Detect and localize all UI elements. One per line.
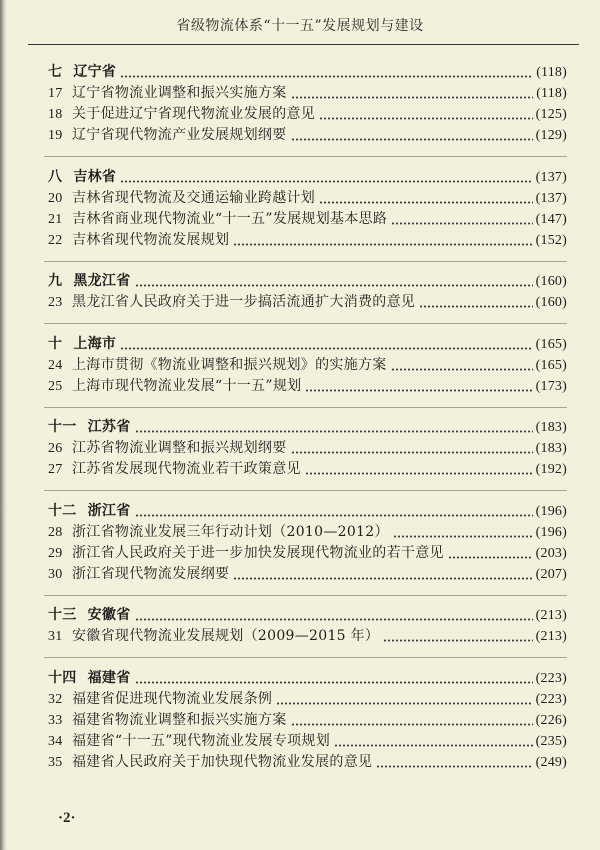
entry-title: 辽宁省现代物流产业发展规划纲要 <box>72 127 287 143</box>
section-number: 八 <box>48 168 63 185</box>
toc-entry <box>48 376 567 397</box>
page-number: (203) <box>535 545 567 561</box>
entry-number: 19 <box>48 128 63 143</box>
entry-number: 23 <box>48 295 63 310</box>
entry-number: 17 <box>48 86 63 101</box>
toc-section <box>48 668 567 773</box>
toc-entry <box>48 522 567 543</box>
dot-leader <box>448 556 533 559</box>
dot-leader <box>135 514 533 517</box>
table-of-contents <box>48 62 567 773</box>
entry-number: 34 <box>48 733 63 749</box>
entry-title: 辽宁省物流业调整和振兴实施方案 <box>72 85 287 101</box>
section-name: 浙江省 <box>87 502 131 519</box>
entry-title: 浙江省人民政府关于进一步加快发展现代物流业的若干意见 <box>72 544 444 561</box>
entry-title: 福建省物流业调整和振兴实施方案 <box>72 711 287 728</box>
section-heading <box>48 271 567 292</box>
folio-page-number: ·2· <box>58 810 76 826</box>
toc-entry <box>48 104 567 125</box>
page-number: (249) <box>535 754 567 770</box>
page-number: (137) <box>535 190 567 206</box>
section-name: 吉林省 <box>73 168 117 185</box>
toc-entry <box>48 125 567 146</box>
page-number: (137) <box>535 169 567 185</box>
dot-leader <box>419 305 532 308</box>
entry-number: 29 <box>48 545 63 561</box>
entry-number: 27 <box>48 462 63 477</box>
page-number: (223) <box>535 670 567 686</box>
page-number: (235) <box>535 733 567 749</box>
entry-title: 福建省“十一五”现代物流业发展专项规划 <box>72 732 331 749</box>
toc-entry <box>48 188 567 209</box>
toc-section <box>48 334 567 397</box>
section-heading <box>48 605 567 626</box>
entry-title: 浙江省现代物流发展纲要 <box>72 565 230 582</box>
entry-title: 吉林省现代物流及交通运输业跨越计划 <box>72 189 316 206</box>
section-name: 上海市 <box>73 335 117 352</box>
page-number: (196) <box>535 503 567 519</box>
page-number: (213) <box>535 608 567 623</box>
dot-leader <box>291 138 533 141</box>
page-number: (207) <box>535 566 567 582</box>
page-number: (160) <box>535 274 567 289</box>
entry-number: 26 <box>48 441 63 456</box>
toc-entry <box>48 230 567 251</box>
entry-title: 福建省人民政府关于加快现代物流业发展的意见 <box>72 753 373 770</box>
dot-leader <box>391 368 533 371</box>
section-number: 十二 <box>48 502 77 519</box>
entry-number: 32 <box>48 691 63 707</box>
section-number: 十四 <box>48 669 77 686</box>
toc-entry <box>48 292 567 313</box>
section-number: 十三 <box>48 607 77 623</box>
page-number: (165) <box>535 336 567 352</box>
entry-title: 吉林省商业现代物流业“十一五”发展规划基本思路 <box>72 210 388 227</box>
entry-title: 上海市现代物流业发展“十一五”规划 <box>72 377 302 394</box>
page-number: (213) <box>535 629 567 644</box>
toc-entry <box>48 689 567 710</box>
toc-section <box>48 605 567 647</box>
entry-title: 黑龙江省人民政府关于进一步搞活流通扩大消费的意见 <box>72 294 416 310</box>
dot-leader <box>291 723 533 726</box>
entry-number: 20 <box>48 190 63 206</box>
entry-title: 福建省促进现代物流业发展条例 <box>72 690 273 707</box>
dot-leader <box>383 639 532 642</box>
toc-section <box>48 167 567 251</box>
entry-number: 24 <box>48 357 63 373</box>
section-number: 十一 <box>48 419 77 435</box>
binding-shadow <box>0 0 7 850</box>
page-number: (196) <box>535 524 567 540</box>
dot-leader <box>276 702 532 705</box>
section-name: 黑龙江省 <box>73 273 131 289</box>
page-number: (165) <box>535 357 567 373</box>
section-name: 江苏省 <box>87 419 131 435</box>
toc-entry <box>48 626 567 647</box>
toc-section <box>48 501 567 585</box>
page-number: (173) <box>535 378 567 394</box>
running-header: 省级物流体系“十一五”发展规划与建设 <box>176 18 424 34</box>
dot-leader <box>120 180 532 183</box>
toc-section <box>48 62 567 146</box>
section-divider <box>48 397 567 418</box>
dot-leader <box>120 347 532 350</box>
toc-entry <box>48 209 567 230</box>
dot-leader <box>319 201 533 204</box>
dot-leader <box>391 222 532 225</box>
entry-title: 浙江省物流业发展三年行动计划（2010—2012） <box>72 523 389 540</box>
dot-leader <box>135 284 533 287</box>
dot-leader <box>305 472 533 475</box>
section-number: 七 <box>48 64 63 80</box>
toc-entry <box>48 355 567 376</box>
section-number: 十 <box>48 335 63 352</box>
page-number: (118) <box>536 86 567 101</box>
toc-section <box>48 271 567 313</box>
section-divider <box>48 146 567 167</box>
section-divider <box>48 585 567 606</box>
section-heading <box>48 62 567 83</box>
toc-section <box>48 417 567 480</box>
page-number: (129) <box>535 128 567 143</box>
page-number: (147) <box>535 211 567 227</box>
section-heading <box>48 417 567 438</box>
page-number: (152) <box>535 232 567 248</box>
entry-title: 吉林省现代物流发展规划 <box>72 231 230 248</box>
entry-number: 22 <box>48 232 63 248</box>
header-rule <box>28 44 579 45</box>
section-name: 福建省 <box>87 669 131 686</box>
entry-title: 关于促进辽宁省现代物流业发展的意见 <box>72 106 316 122</box>
dot-leader <box>319 117 533 120</box>
section-heading <box>48 501 567 522</box>
dot-leader <box>233 577 532 580</box>
dot-leader <box>233 243 532 246</box>
toc-entry <box>48 438 567 459</box>
entry-number: 21 <box>48 211 63 227</box>
dot-leader <box>135 618 533 621</box>
section-divider <box>48 313 567 334</box>
toc-entry <box>48 459 567 480</box>
entry-number: 31 <box>48 629 63 644</box>
page-number: (118) <box>536 65 567 80</box>
dot-leader <box>334 744 533 747</box>
section-number: 九 <box>48 273 63 289</box>
dot-leader <box>135 430 533 433</box>
entry-title: 上海市贯彻《物流业调整和振兴规划》的实施方案 <box>72 356 387 373</box>
toc-entry <box>48 543 567 564</box>
section-heading <box>48 668 567 689</box>
dot-leader <box>291 96 534 99</box>
section-heading <box>48 167 567 188</box>
page-number: (160) <box>535 295 567 310</box>
dot-leader <box>376 765 532 768</box>
section-name: 辽宁省 <box>73 64 117 80</box>
page-number: (192) <box>535 462 567 477</box>
toc-entry <box>48 83 567 104</box>
section-name: 安徽省 <box>87 607 131 623</box>
dot-leader <box>120 75 533 78</box>
entry-number: 28 <box>48 524 63 540</box>
entry-title: 安徽省现代物流业发展规划（2009—2015 年） <box>72 628 380 644</box>
section-divider <box>48 251 567 272</box>
page-number: (226) <box>535 712 567 728</box>
entry-number: 30 <box>48 566 63 582</box>
page-number: (223) <box>535 691 567 707</box>
dot-leader <box>291 451 533 454</box>
dot-leader <box>393 535 533 538</box>
toc-entry <box>48 731 567 752</box>
entry-number: 25 <box>48 378 63 394</box>
section-heading <box>48 334 567 355</box>
section-divider <box>48 647 567 668</box>
page-number: (125) <box>535 107 567 122</box>
entry-title: 江苏省发展现代物流业若干政策意见 <box>72 461 301 477</box>
toc-entry <box>48 710 567 731</box>
entry-number: 18 <box>48 107 63 122</box>
page-number: (183) <box>535 441 567 456</box>
entry-number: 35 <box>48 754 63 770</box>
dot-leader <box>135 681 533 684</box>
page-number: (183) <box>535 420 567 435</box>
toc-entry <box>48 752 567 773</box>
entry-title: 江苏省物流业调整和振兴规划纲要 <box>72 440 287 456</box>
dot-leader <box>305 389 532 392</box>
entry-number: 33 <box>48 712 63 728</box>
toc-entry <box>48 564 567 585</box>
section-divider <box>48 480 567 501</box>
